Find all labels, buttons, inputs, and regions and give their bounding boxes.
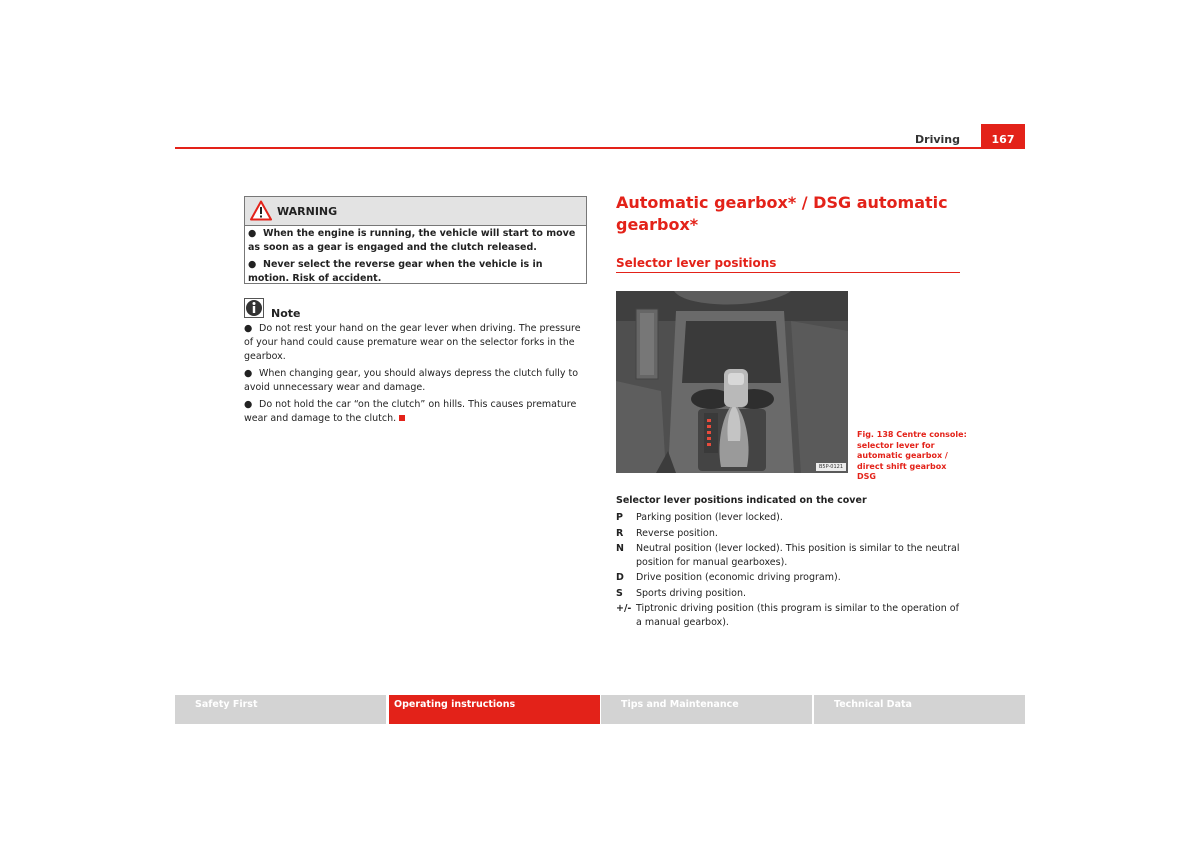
figure-caption: Fig. 138 Centre console: selector lever for automatic gearbox / direct shift gearbox DSG: [857, 430, 967, 481]
bullet-icon: ●: [244, 368, 253, 379]
gear-selector-figure: [616, 291, 848, 473]
position-key: P: [616, 512, 623, 523]
warning-item: ● When the engine is running, the vehicle will start to move as soon as a gear is engaged and the clutch released.: [248, 228, 576, 253]
note-item: ● When changing gear, you should always depress the clutch fully to avoid unnecessary wear and damage.: [244, 368, 579, 393]
bullet-icon: ●: [244, 323, 253, 334]
header-section-title: Driving: [915, 133, 960, 146]
footer-tab-safety-first[interactable]: Safety First: [175, 695, 386, 724]
position-desc: Tiptronic driving position (this program is similar to the operation of a manual gearbox).: [636, 603, 959, 628]
positions-heading: Selector lever positions indicated on the cover: [616, 495, 867, 506]
positions-list: [616, 511, 961, 631]
warning-box: [244, 196, 587, 284]
position-key: D: [616, 572, 624, 583]
bullet-icon: ●: [248, 228, 257, 239]
position-item: [616, 571, 961, 585]
position-desc: Drive position (economic driving program).: [636, 572, 841, 583]
page-title: Automatic gearbox* / DSG automatic gearbox*: [616, 193, 948, 234]
section-subtitle: Selector lever positions: [616, 256, 960, 273]
footer-tab-operating-instructions[interactable]: Operating instructions: [389, 695, 600, 724]
position-item: [616, 587, 961, 601]
position-item: [616, 527, 961, 541]
position-desc: Parking position (lever locked).: [636, 512, 783, 523]
warning-title: WARNING: [277, 205, 338, 218]
note-item: ● Do not rest your hand on the gear lever when driving. The pressure of your hand could cause premature wear on the selector forks in the gearbox.: [244, 323, 581, 362]
warning-body: [245, 226, 586, 286]
page-number: 167: [981, 124, 1025, 149]
warning-item: ● Never select the reverse gear when the vehicle is in motion. Risk of accident.: [248, 259, 543, 284]
footer-tab-tips-maintenance[interactable]: Tips and Maintenance: [601, 695, 812, 724]
note-title: Note: [271, 307, 301, 320]
warning-triangle-icon: [250, 200, 272, 221]
position-key: +/-: [616, 603, 632, 614]
section-end-icon: [399, 415, 405, 421]
position-key: R: [616, 527, 624, 539]
position-item: [616, 602, 961, 629]
position-item: [616, 542, 961, 569]
info-note-icon: [244, 298, 264, 318]
warning-header: [245, 197, 586, 226]
position-desc: Neutral position (lever locked). This position is similar to the neutral position for manual gearboxes).: [636, 543, 960, 568]
position-key: N: [616, 543, 624, 554]
footer-tab-technical-data[interactable]: Technical Data: [814, 695, 1025, 724]
position-desc: Sports driving position.: [636, 587, 747, 599]
position-desc: Reverse position.: [636, 527, 718, 539]
position-item: [616, 511, 961, 525]
note-body: [244, 322, 587, 429]
position-key: S: [616, 587, 623, 599]
note-item: ● Do not hold the car “on the clutch” on hills. This causes premature wear and damage to the clutch.: [244, 399, 577, 424]
centre-console-illustration: [616, 291, 848, 473]
bullet-icon: ●: [248, 259, 257, 270]
figure-code: B5P-0121: [816, 463, 846, 471]
header-rule: [175, 147, 1025, 149]
bullet-icon: ●: [244, 399, 253, 410]
